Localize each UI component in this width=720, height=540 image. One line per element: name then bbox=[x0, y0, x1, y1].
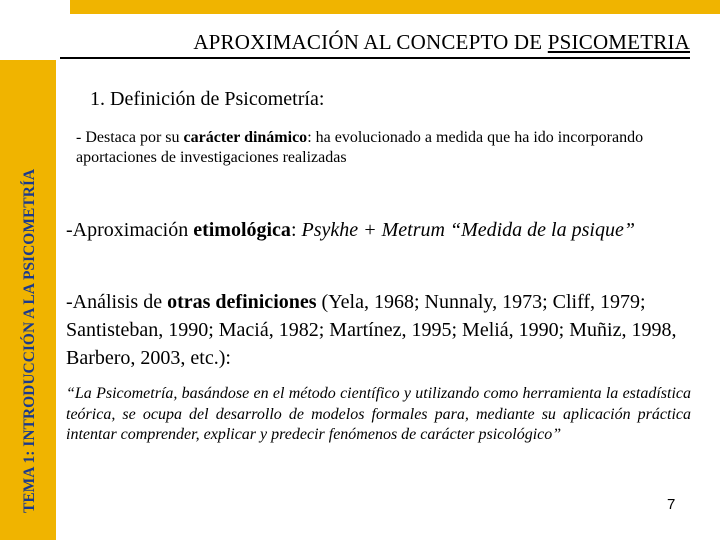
bullet3-text-bold: otras definiciones bbox=[167, 291, 317, 313]
bullet1-text-post: : ha evolucionado a medida que ha ido incorporando aportaciones de investigaciones realizadas bbox=[76, 129, 644, 166]
slide-title bbox=[60, 30, 690, 55]
bullet2-text-italic: Psykhe + Metrum “Medida de la psique” bbox=[301, 219, 635, 241]
definition-quote: “La Psicometría, basándose en el método científico y utilizando como herramienta la estadística teórica, se ocupa del desarrollo de modelos formales para, mediante su aplicación práctica intentar comprender, explicar y predecir fenómenos de carácter psicológico” bbox=[66, 385, 691, 443]
slide-title-underlined: PSICOMETRIA bbox=[547, 30, 690, 54]
bullet2-text-colon: : bbox=[290, 219, 302, 241]
title-divider bbox=[60, 57, 690, 59]
page-number: 7 bbox=[667, 496, 676, 513]
bullet1-text-bold: carácter dinámico bbox=[183, 129, 308, 146]
bullet1-text-pre: - Destaca por su bbox=[76, 129, 184, 146]
slide-title-main: APROXIMACIÓN AL CONCEPTO DE bbox=[193, 30, 548, 54]
side-topic-label: TEMA 1: INTRODUCCIÓN A LA PSICOMETRÍA bbox=[21, 168, 38, 513]
section-heading: 1. Definición de Psicometría: bbox=[90, 88, 325, 110]
bullet-etymology bbox=[66, 216, 706, 244]
bullet3-text-post: (Yela, 1968; Nunnaly, 1973; Cliff, 1979; Santisteban, 1990; Maciá, 1982; Martínez, 1995; Meliá, 1990; Muñiz, 1998, Barbero, 2003, etc.): bbox=[66, 291, 677, 369]
bullet-other-definitions bbox=[66, 288, 706, 372]
bullet-dynamic-character bbox=[76, 128, 716, 168]
bullet2-text-bold: etimológica bbox=[193, 219, 291, 241]
top-accent-bar bbox=[70, 0, 720, 14]
bullet3-text-pre: -Análisis de bbox=[66, 291, 168, 313]
bullet2-text-pre: -Aproximación bbox=[66, 219, 194, 241]
